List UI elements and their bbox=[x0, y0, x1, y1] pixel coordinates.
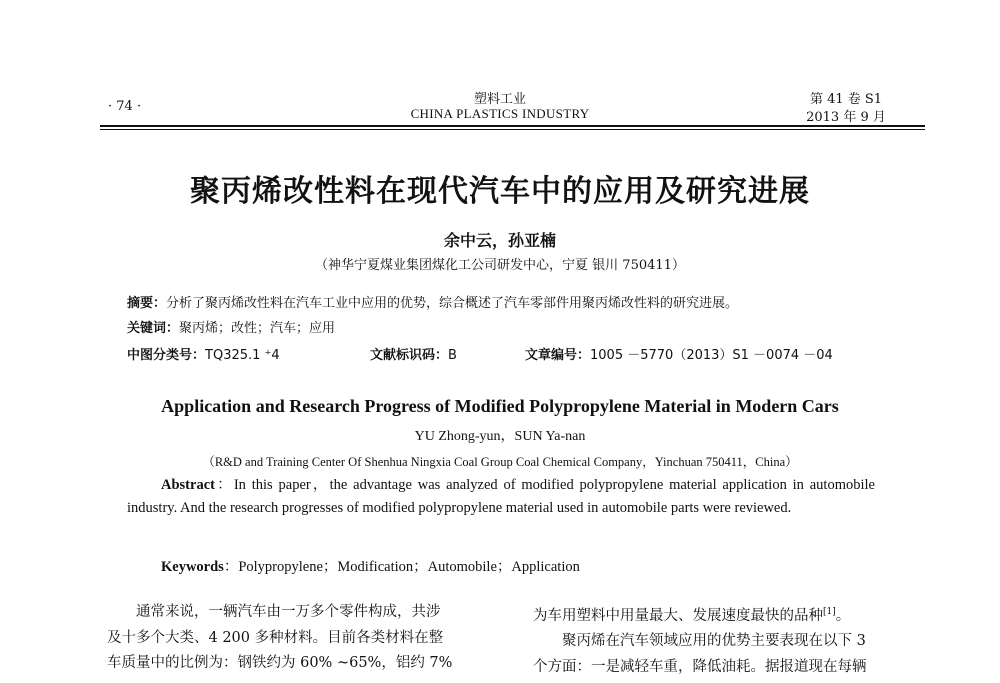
body-line: 及十多个大类、4 200 多种材料。目前各类材料在整 bbox=[107, 629, 444, 646]
keywords-en-label: Keywords bbox=[161, 559, 224, 575]
clc-label: 中图分类号： bbox=[127, 348, 206, 363]
doc-code bbox=[370, 344, 457, 363]
header-rule bbox=[100, 125, 925, 127]
doc-code-value: B bbox=[448, 348, 457, 363]
journal-title-en: CHINA PLASTICS INDUSTRY bbox=[410, 106, 590, 121]
article-title-cn: 聚丙烯改性料在现代汽车中的应用及研究进展 bbox=[190, 174, 810, 209]
abstract-en bbox=[127, 474, 875, 520]
abstract-cn-label: 摘要： bbox=[127, 296, 167, 311]
body-line: 聚丙烯在汽车领域应用的优势主要表现在以下 3 bbox=[533, 633, 866, 650]
article-number bbox=[525, 344, 833, 363]
body-line-text: 为车用塑料中用量最大、发展速度最快的品种 bbox=[533, 607, 823, 624]
doc-code-label: 文献标识码： bbox=[370, 348, 449, 363]
article-no-label: 文章编号： bbox=[525, 348, 591, 363]
body-line-end: 。 bbox=[835, 607, 851, 624]
body-line: 个方面：一是减轻车重，降低油耗。据报道现在每辆 bbox=[533, 658, 867, 675]
classification-line bbox=[127, 344, 280, 363]
clc-value: TQ325.1 ⁺4 bbox=[205, 348, 280, 363]
issue-date: 2013 年 9 月 bbox=[806, 110, 886, 125]
body-line: 车质量中的比例为：钢铁约为 60% ~65%，铝约 7% bbox=[107, 655, 453, 671]
journal-title-cn: 塑料工业 bbox=[473, 92, 526, 107]
body-left-column bbox=[107, 600, 452, 677]
volume-info: 第 41 卷 S1 bbox=[809, 92, 883, 107]
keywords-en-text: ：Polypropylene；Modification；Automobile；Application bbox=[223, 559, 580, 575]
authors-cn: 余中云，孙亚楠 bbox=[443, 231, 556, 250]
abstract-en-label: Abstract bbox=[161, 477, 215, 493]
header-rule-thin bbox=[100, 129, 925, 130]
abstract-cn bbox=[127, 292, 738, 311]
article-no-value: 1005 －5770（2013）S1 －0074 －04 bbox=[590, 348, 833, 363]
keywords-cn-text: 聚丙烯；改性；汽车；应用 bbox=[179, 321, 336, 336]
page-number: · 74 · bbox=[108, 99, 142, 114]
affiliation-en: （R&D and Training Center Of Shenhua Ningxia Coal Group Coal Chemical Company，Yinchuan 750411，China） bbox=[202, 455, 798, 469]
body-right-column bbox=[533, 600, 867, 680]
citation-ref: [1] bbox=[823, 607, 836, 617]
body-line: 通常来说，一辆汽车由一万多个零件构成，共涉 bbox=[107, 604, 441, 620]
article-title-en: Application and Research Progress of Modified Polypropylene Material in Modern Cars bbox=[161, 396, 839, 416]
keywords-cn-label: 关键词： bbox=[127, 321, 180, 336]
abstract-cn-text: 分析了聚丙烯改性料在汽车工业中应用的优势，综合概述了汽车零部件用聚丙烯改性料的研究进展。 bbox=[166, 296, 739, 311]
affiliation-cn: （神华宁夏煤业集团煤化工公司研发中心，宁夏 银川 750411） bbox=[315, 258, 685, 273]
keywords-en bbox=[161, 555, 580, 576]
body-line bbox=[533, 600, 867, 629]
authors-en: YU Zhong-yun，SUN Ya-nan bbox=[414, 429, 586, 444]
abstract-en-text: ：In this paper，the advantage was analyzed of modified polypropylene material application in automobile industry. And the research progresses of modified polypropylene material used in automobile parts were reviewed. bbox=[127, 477, 875, 516]
keywords-cn bbox=[127, 317, 335, 336]
